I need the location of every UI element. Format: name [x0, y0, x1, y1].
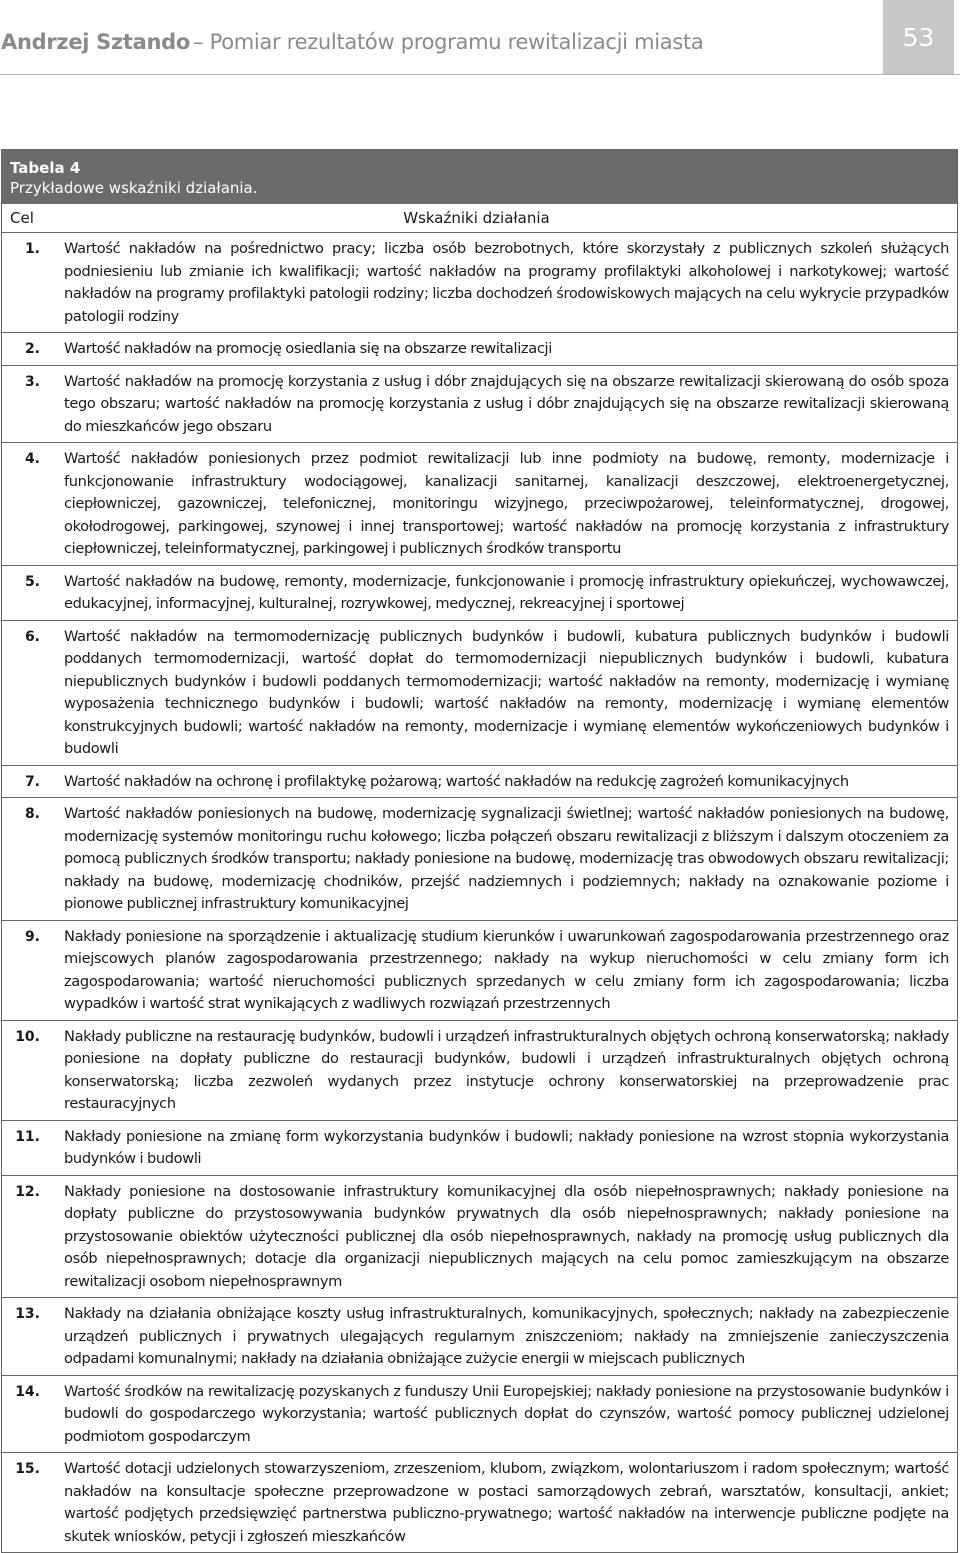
row-number: 4. [24, 451, 40, 467]
row-number: 2. [24, 341, 40, 357]
table-row [2, 1453, 957, 1552]
page-number: 53 [883, 0, 954, 74]
table-row [2, 798, 957, 921]
row-indicators-text: Nakłady poniesione na zmianę form wykorzystania budynków i budowli; nakłady poniesione na wzrost stopnia wykorzystania budynków i budowli [64, 1127, 949, 1167]
page-header [0, 0, 960, 75]
table-row [2, 366, 957, 444]
table-caption-text: Przykładowe wskaźniki działania. [10, 179, 258, 197]
row-indicators-text: Wartość nakładów na budowę, remonty, modernizacje, funkcjonowanie i promocję infrastruktury opiekuńczej, wychowawczej, edukacyjnej, informacyjnej, kulturalnej, rozrywkowej, medycznej, rekreacyjnej i sportowej [64, 572, 949, 612]
table-row [2, 621, 957, 766]
table-row [2, 1376, 957, 1454]
row-indicators-text: Wartość nakładów na promocję korzystania z usług i dóbr znajdujących się na obszarze rewitalizacji skierowaną do osób spoza tego obszaru; wartość nakładów na promocję korzystania z usług i dóbr znajdujących się na obszarze rewitalizacji skierowaną do mieszkańców jego obszaru [64, 372, 949, 435]
table-row [2, 1298, 957, 1376]
row-number: 1. [24, 241, 40, 257]
table-row [2, 566, 957, 621]
table-header-row [2, 204, 957, 233]
column-header-indicators: Wskaźniki działania [403, 209, 550, 227]
row-number: 6. [24, 628, 40, 645]
table-body [2, 233, 957, 1552]
row-indicators-text: Wartość nakładów poniesionych przez podmiot rewitalizacji lub inne podmioty na budowę, remonty, modernizacje i funkcjonowanie infrastruktury wodociągowej, kanalizacji sanitarnej, kanalizacji deszczowej, elektroenergetycznej, ciepłowniczej, gazowniczej, telefonicznej, monitoringu wizyjnego, przeciwpożarowej, teleinformatycznej, drogowej, okołodrogowej, parkingowej, szynowej i innej transportowej; wartość nakładów na promocję korzystania z infrastruktury ciepłowniczej, teleinformatycznej, parkingowej i publicznych środków transportu [64, 450, 949, 557]
row-number: 10. [15, 1028, 40, 1045]
row-indicators-text: Wartość nakładów na termomodernizację publicznych budynków i budowli, kubatura publicznych budynków i budowli poddanych termomodernizacji, wartość dopłat do termomodernizacji niepublicznych budynków i budowli, kubatura niepublicznych budynków i budowli poddanych termomodernizacji; wartość nakładów na remonty, modernizację i wymianę wyposażenia technicznego budynków i budowli; wartość nakładów na remonty, modernizację i wymianę elementów konstrukcyjnych budowli; wartość nakładów na remonty, modernizacje i wymianę elementów wykończeniowych budynków i budowli [64, 627, 949, 757]
row-indicators-text: Wartość środków na rewitalizację pozyskanych z funduszy Unii Europejskiej; nakłady poniesione na przystosowanie budynków i budowli do gospodarczego wykorzystania; wartość publicznych dopłat do czynszów, wartość pomocy publicznej udzielonej podmiotom gospodarczym [64, 1382, 949, 1445]
table-row [2, 1176, 957, 1299]
table-row [2, 1021, 957, 1121]
row-indicators-text: Nakłady publiczne na restaurację budynków, budowli i urządzeń infrastrukturalnych objętych ochroną konserwatorską; nakłady poniesione na dopłaty publiczne do restauracji budynków, budowli i urządzeń infrastrukturalnych objętych ochroną konserwatorską; liczba zezwoleń wydanych przez instytucje ochrony konserwatorskiej na przeprowadzenie prac restauracyjnych [64, 1027, 949, 1112]
table-row [2, 921, 957, 1021]
column-header-goal: Cel [10, 209, 34, 227]
row-indicators-text: Wartość nakładów poniesionych na budowę, modernizację sygnalizacji świetlnej; wartość nakładów poniesionych na budowę, modernizację systemów monitoringu ruchu kołowego; liczba połączeń obszaru rewitalizacji z bliższym i dalszym otoczeniem za pomocą publicznych środków transportu; nakłady poniesione na budowę, modernizację tras obwodowych obszaru rewitalizacji; nakłady na budowę, modernizację chodników, przejść nadziemnych i podziemnych; nakłady na oznakowanie poziome i pionowe publicznej infrastruktury komunikacyjnej [64, 805, 949, 912]
row-indicators-text: Nakłady na działania obniżające koszty usług infrastrukturalnych, komunikacyjnych, społecznych; nakłady na zabezpieczenie urządzeń publicznych i prywatnych ulegających regularnym zniszczeniom; nakłady na zmniejszenie zanieczyszczenia odpadami komunalnymi; nakłady na działania obniżające zużycie energii w miejscach publicznych [64, 1305, 949, 1367]
row-number: 7. [24, 773, 40, 790]
row-number: 13. [15, 1306, 40, 1322]
header-title: – Pomiar rezultatów programu rewitalizacji miasta [193, 30, 704, 54]
header-author: Andrzej Sztando [1, 30, 191, 54]
table-label: Tabela 4 [10, 159, 81, 177]
row-indicators-text: Nakłady poniesione na dostosowanie infrastruktury komunikacyjnej dla osób niepełnosprawnych; nakłady poniesione na dopłaty publiczne do przystosowywania budynków prywatnych dla osób niepełnosprawnych; nakłady poniesione na przystosowanie obiektów użyteczności publicznej dla osób niepełnosprawnych, nakłady na promocję usług publicznych dla osób niepełnosprawnych; dotacje dla organizacji niepublicznych mających na celu pomoc zamieszkującym na obszarze rewitalizacji osobom niepełnosprawnym [64, 1182, 949, 1290]
table-row [2, 443, 957, 566]
row-indicators-text: Nakłady poniesione na sporządzenie i aktualizację studium kierunków i uwarunkowań zagospodarowania przestrzennego oraz miejscowych planów zagospodarowania przestrzennego; nakłady na wykup nieruchomości w celu zmiany form ich zagospodarowania; wartość nieruchomości publicznych sprzedanych w celu zmiany form ich zagospodarowania; liczba wypadków i wartość strat wynikających z wadliwych rozwiązań przestrzennych [64, 927, 949, 1012]
row-indicators-text: Wartość nakładów na promocję osiedlania się na obszarze rewitalizacji [64, 340, 552, 357]
row-number: 8. [24, 806, 40, 822]
indicators-table [1, 149, 958, 1553]
row-number: 12. [15, 1183, 40, 1200]
row-number: 9. [24, 928, 40, 945]
table-caption [2, 150, 957, 204]
row-number: 3. [24, 373, 40, 390]
row-number: 15. [15, 1461, 40, 1477]
table-row [2, 233, 957, 333]
row-indicators-text: Wartość nakładów na ochronę i profilaktykę pożarową; wartość nakładów na redukcję zagrożeń komunikacyjnych [64, 772, 849, 790]
row-number: 5. [24, 573, 40, 590]
table-row [2, 1121, 957, 1176]
row-number: 11. [15, 1128, 40, 1145]
row-indicators-text: Wartość nakładów na pośrednictwo pracy; liczba osób bezrobotnych, które skorzystały z publicznych szkoleń służących podniesieniu lub zmianie ich kwalifikacji; wartość nakładów na programy profilaktyki alkoholowej i narkotykowej; wartość nakładów na programy profilaktyki patologii rodziny; liczba dochodzeń środowiskowych mających na celu wykrycie przypadków patologii rodziny [64, 240, 949, 325]
table-row [2, 333, 957, 366]
row-number: 14. [15, 1383, 40, 1400]
row-indicators-text: Wartość dotacji udzielonych stowarzyszeniom, zrzeszeniom, klubom, związkom, wolontariuszom i radom społecznym; wartość nakładów na konsultacje społeczne przeprowadzone w postaci samorządowych zebrań, warsztatów, konsultacji, ankiet; wartość podjętych przedsięwzięć partnerstwa publiczno-prywatnego; wartość nakładów na interwencje publiczne podjęte na skutek wniosków, petycji i zgłoszeń mieszkańców [64, 1460, 949, 1545]
table-row [2, 766, 957, 799]
